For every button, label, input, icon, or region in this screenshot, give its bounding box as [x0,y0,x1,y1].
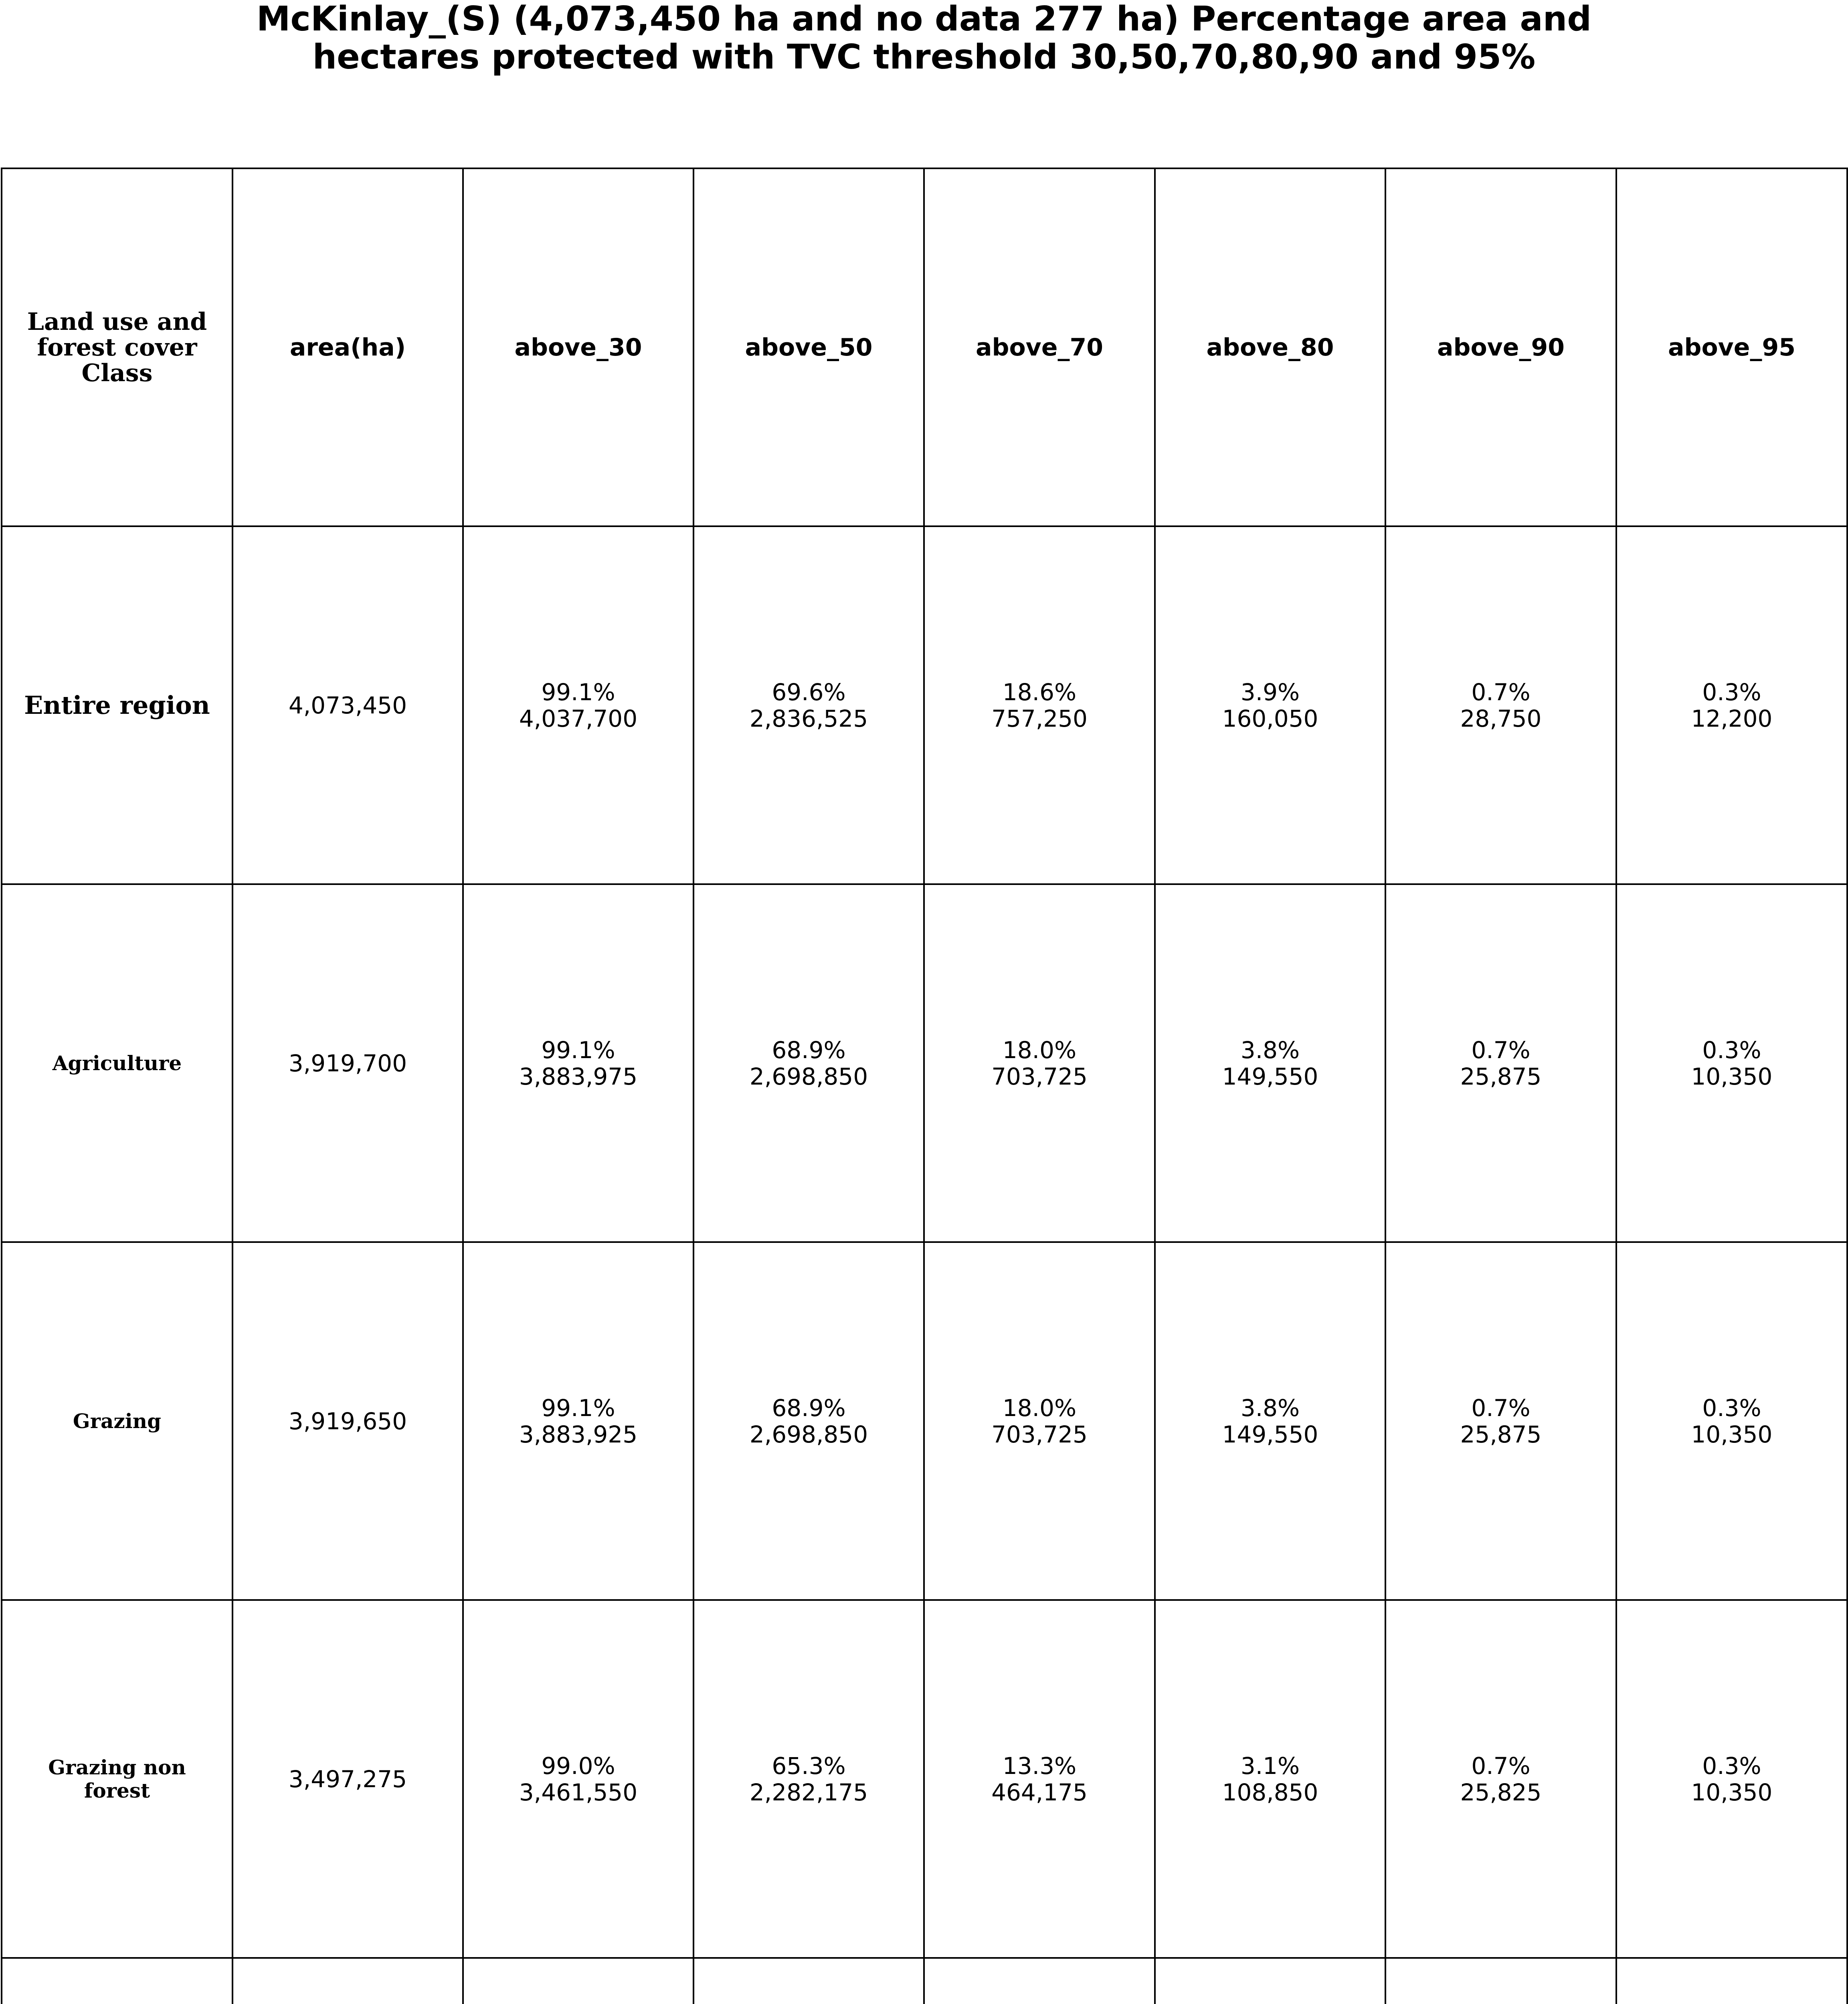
threshold-cell [1385,1958,1616,2004]
table-row [2,1242,1847,1600]
row-label: Agriculture [2,884,233,1242]
hectare-value: 25,825 [1460,1778,1542,1806]
percent-value: 13.3% [1002,1752,1077,1780]
column-header-above-95: above_95 [1616,168,1847,526]
area-cell: 3,497,275 [233,1600,463,1958]
threshold-cell [463,1600,694,1958]
threshold-cell [1385,1242,1616,1600]
table-row [2,526,1847,884]
hectare-value: 25,875 [1460,1063,1542,1090]
percent-value: 69.6% [772,678,846,706]
threshold-cell [924,884,1155,1242]
threshold-cell [463,1242,694,1600]
percent-value: 0.7% [1471,678,1531,706]
threshold-cell [1155,1958,1385,2004]
hectare-value: 703,725 [991,1420,1088,1448]
hectare-value: 108,850 [1222,1778,1318,1806]
threshold-cell [1385,1600,1616,1958]
hectare-value: 2,698,850 [749,1063,868,1090]
area-cell: 3,919,650 [233,1242,463,1600]
hectare-value: 149,550 [1222,1063,1318,1090]
threshold-cell [1155,1600,1385,1958]
page-title [0,0,1848,76]
threshold-cell [1616,1958,1847,2004]
threshold-cell [924,1958,1155,2004]
threshold-cell [694,884,924,1242]
row-label: Grazing non forest [2,1600,233,1958]
column-header-above-90: above_90 [1385,168,1616,526]
row-label [2,1958,233,2004]
threshold-cell [463,1958,694,2004]
row-label: Entire region [2,526,233,884]
hectare-value: 2,836,525 [749,705,868,732]
threshold-cell [694,1958,924,2004]
hectare-value: 149,550 [1222,1420,1318,1448]
threshold-cell [694,1600,924,1958]
threshold-cell [924,1600,1155,1958]
threshold-cell [924,1242,1155,1600]
hectare-value: 4,037,700 [519,705,638,732]
hectare-value: 757,250 [991,705,1088,732]
area-cell: 3,919,700 [233,884,463,1242]
hectare-value: 10,350 [1691,1778,1773,1806]
table-row [2,884,1847,1242]
hectare-value: 10,350 [1691,1420,1773,1448]
hectare-value: 2,282,175 [749,1778,868,1806]
column-header-above-30: above_30 [463,168,694,526]
percent-value: 3.9% [1240,678,1300,706]
percent-value: 0.3% [1702,1394,1761,1422]
percent-value: 99.1% [541,1394,615,1422]
threshold-cell [1616,1600,1847,1958]
header-row [2,168,1847,526]
area-cell: 4,073,450 [233,526,463,884]
percent-value: 0.3% [1702,678,1761,706]
threshold-cell [1616,1242,1847,1600]
hectare-value: 703,725 [991,1063,1088,1090]
threshold-cell [1155,1242,1385,1600]
column-header-above-70: above_70 [924,168,1155,526]
percent-value: 0.7% [1471,1752,1531,1780]
percent-value: 0.7% [1471,1394,1531,1422]
hectare-value: 464,175 [991,1778,1088,1806]
title-line-1: McKinlay_(S) (4,073,450 ha and no data 277 ha) Percentage area and [256,0,1592,39]
threshold-cell [463,884,694,1242]
corner-header: Land use and forest cover Class [2,168,233,526]
hectare-value: 28,750 [1460,705,1542,732]
threshold-cell [1155,526,1385,884]
percent-value: 68.9% [772,1036,846,1064]
hectare-value: 3,883,925 [519,1420,638,1448]
percent-value: 99.1% [541,678,615,706]
hectare-value: 2,698,850 [749,1420,868,1448]
threshold-cell [1616,526,1847,884]
title-line-2: hectares protected with TVC threshold 30,50,70,80,90 and 95% [312,37,1536,77]
percent-value: 0.3% [1702,1752,1761,1780]
percent-value: 99.1% [541,1036,615,1064]
threshold-cell [463,526,694,884]
percent-value: 3.8% [1240,1394,1300,1422]
threshold-cell [694,526,924,884]
area-cell [233,1958,463,2004]
row-label: Grazing [2,1242,233,1600]
percent-value: 18.0% [1002,1394,1077,1422]
hectare-value: 12,200 [1691,705,1773,732]
hectare-value: 10,350 [1691,1063,1773,1090]
threshold-cell [1155,884,1385,1242]
threshold-cell [924,526,1155,884]
percent-value: 99.0% [541,1752,615,1780]
hectare-value: 3,883,975 [519,1063,638,1090]
hectare-value: 3,461,550 [519,1778,638,1806]
protection-table [1,168,1848,2004]
column-header-area: area(ha) [233,168,463,526]
percent-value: 65.3% [772,1752,846,1780]
percent-value: 68.9% [772,1394,846,1422]
percent-value: 3.8% [1240,1036,1300,1064]
hectare-value: 25,875 [1460,1420,1542,1448]
percent-value: 0.7% [1471,1036,1531,1064]
column-header-above-50: above_50 [694,168,924,526]
threshold-cell [1385,884,1616,1242]
threshold-cell [694,1242,924,1600]
percent-value: 18.0% [1002,1036,1077,1064]
percent-value: 18.6% [1002,678,1077,706]
table-row [2,1958,1847,2004]
threshold-cell [1385,526,1616,884]
percent-value: 3.1% [1240,1752,1300,1780]
threshold-cell [1616,884,1847,1242]
column-header-above-80: above_80 [1155,168,1385,526]
percent-value: 0.3% [1702,1036,1761,1064]
table-row [2,1600,1847,1958]
hectare-value: 160,050 [1222,705,1318,732]
